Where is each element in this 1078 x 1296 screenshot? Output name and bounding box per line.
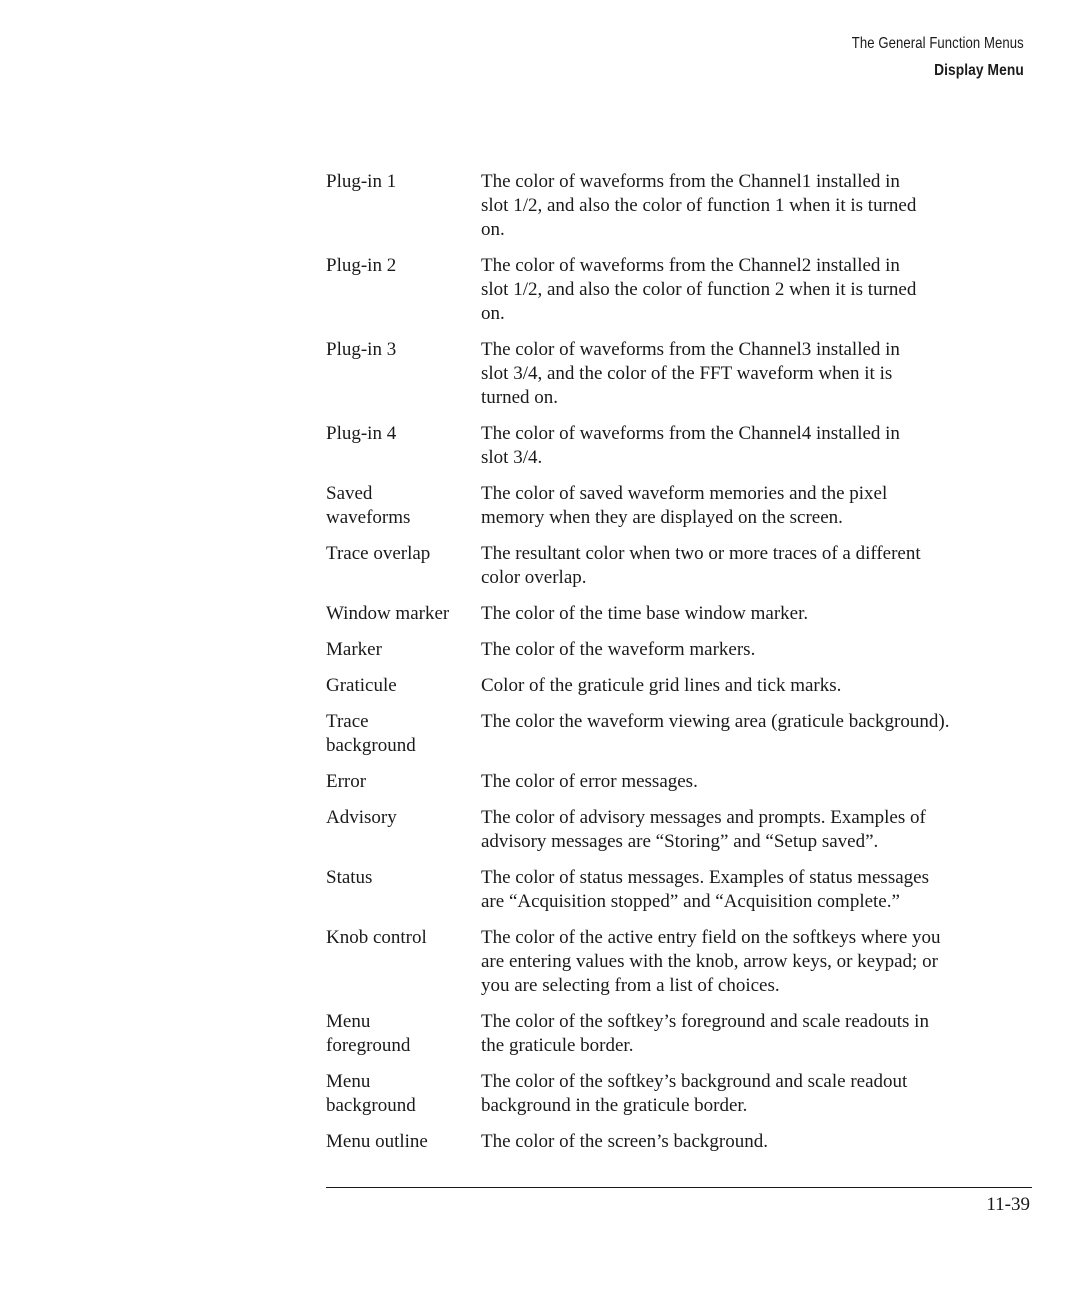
definition-entry: [326, 710, 1046, 758]
definition-entry: [326, 542, 1046, 590]
definition-term: Trace overlap: [326, 543, 431, 564]
definition-list: [326, 170, 1046, 1166]
definition-term: Status: [326, 867, 373, 888]
definition-entry: [326, 170, 1046, 242]
definition-entry: [326, 338, 1046, 410]
definition-entry: [326, 422, 1046, 470]
footer-divider: [326, 1187, 1032, 1188]
definition-entry: [326, 638, 1046, 662]
definition-description: The resultant color when two or more traces of a different color overlap.: [481, 543, 921, 588]
definition-description: The color of status messages. Examples of status messages are “Acquisition stopped” and “Acquisition complete.”: [481, 867, 929, 912]
definition-description: The color of the softkey’s background and scale readout background in the graticule border.: [481, 1071, 908, 1116]
definition-description: Color of the graticule grid lines and tick marks.: [481, 675, 842, 696]
definition-description: The color the waveform viewing area (graticule background).: [481, 711, 950, 732]
definition-description: The color of waveforms from the Channel2 installed in slot 1/2, and also the color of function 2 when it is turned on.: [481, 255, 917, 324]
definition-term: Window marker: [326, 603, 450, 624]
definition-entry: [326, 1130, 1046, 1154]
definition-term: Plug-in 2: [326, 255, 397, 276]
definition-entry: [326, 806, 1046, 854]
definition-description: The color of waveforms from the Channel4 installed in slot 3/4.: [481, 423, 900, 468]
definition-description: The color of waveforms from the Channel3 installed in slot 3/4, and the color of the FFT waveform when it is turned on.: [481, 339, 900, 408]
definition-description: The color of the time base window marker.: [481, 603, 809, 624]
definition-term: Menu background: [326, 1071, 416, 1116]
definition-term: Menu outline: [326, 1131, 428, 1152]
definition-description: The color of error messages.: [481, 771, 698, 792]
definition-term: Marker: [326, 639, 382, 660]
definition-term: Plug-in 4: [326, 423, 397, 444]
definition-term: Error: [326, 771, 367, 792]
definition-term: Plug-in 3: [326, 339, 397, 360]
definition-term: Graticule: [326, 675, 397, 696]
chapter-title: The General Function Menus: [851, 35, 1024, 52]
definition-description: The color of the softkey’s foreground and scale readouts in the graticule border.: [481, 1011, 929, 1056]
definition-description: The color of the screen’s background.: [481, 1131, 769, 1152]
definition-entry: [326, 1010, 1046, 1058]
definition-entry: [326, 674, 1046, 698]
definition-entry: [326, 254, 1046, 326]
definition-description: The color of the active entry field on the softkeys where you are entering values with the knob, arrow keys, or keypad; or you are selecting from a list of choices.: [481, 927, 941, 996]
definition-entry: [326, 482, 1046, 530]
definition-term: Saved waveforms: [326, 483, 411, 528]
definition-description: The color of the waveform markers.: [481, 639, 756, 660]
definition-description: The color of saved waveform memories and the pixel memory when they are displayed on the screen.: [481, 483, 888, 528]
definition-entry: [326, 770, 1046, 794]
definition-description: The color of waveforms from the Channel1 installed in slot 1/2, and also the color of function 1 when it is turned on.: [481, 171, 917, 240]
definition-description: The color of advisory messages and prompts. Examples of advisory messages are “Storing” and “Setup saved”.: [481, 807, 926, 852]
section-title: Display Menu: [934, 62, 1024, 79]
definition-entry: [326, 866, 1046, 914]
running-header: [814, 30, 1024, 84]
definition-term: Plug-in 1: [326, 171, 397, 192]
definition-term: Knob control: [326, 927, 427, 948]
definition-entry: [326, 1070, 1046, 1118]
definition-term: Advisory: [326, 807, 397, 828]
definition-entry: [326, 602, 1046, 626]
definition-entry: [326, 926, 1046, 998]
page-number: 11-39: [986, 1194, 1030, 1215]
definition-term: Menu foreground: [326, 1011, 411, 1056]
definition-term: Trace background: [326, 711, 416, 756]
